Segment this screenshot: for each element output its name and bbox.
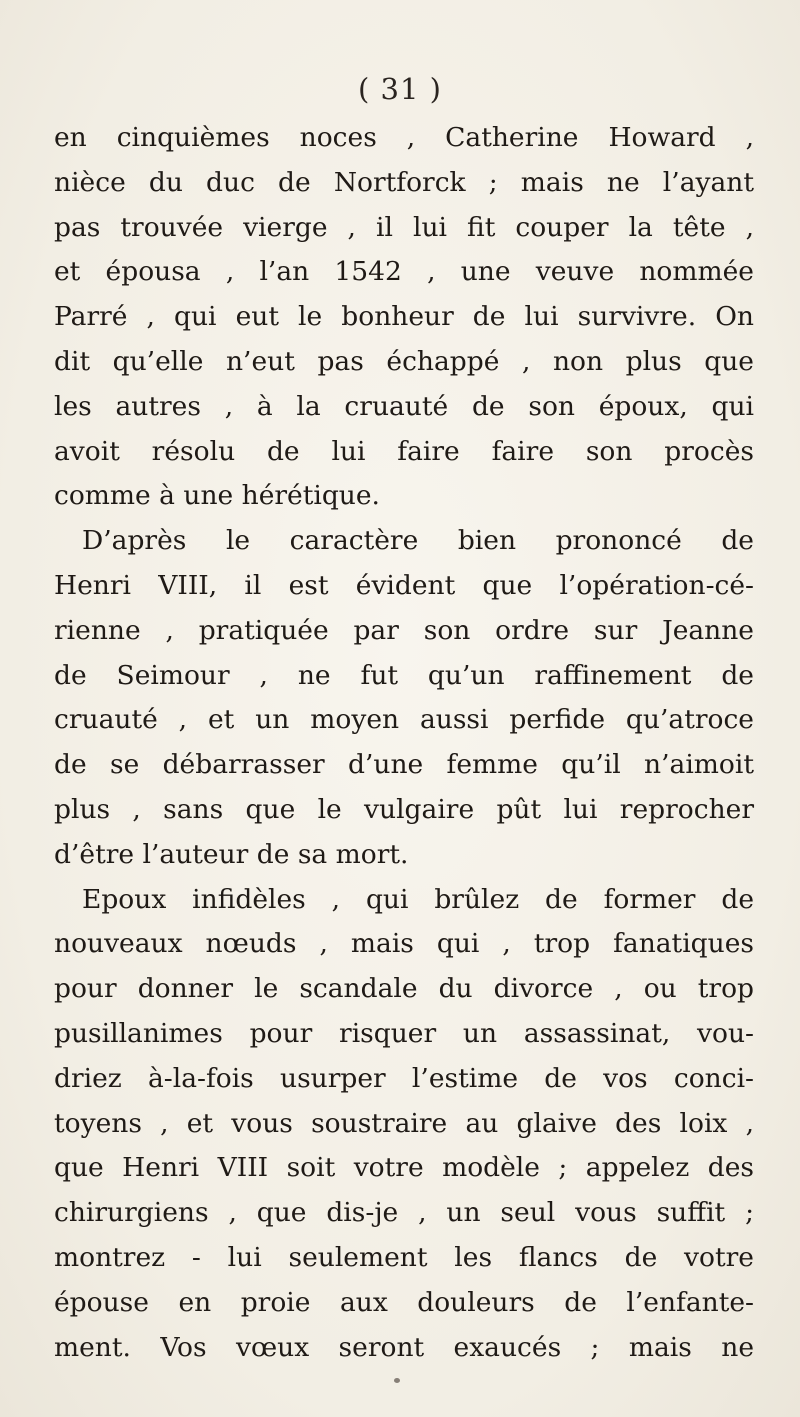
text-line: ment. Vos vœux seront exaucés ; mais ne [54, 1331, 754, 1363]
text-line: nièce du duc de Nortforck ; mais ne l’ayant [54, 166, 754, 198]
paragraph-end-line: d’être l’auteur de sa mort. [54, 838, 409, 870]
text-line: les autres , à la cruauté de son époux, qui [54, 390, 754, 422]
text-line: Henri VIII, il est évident que l’opération-cé- [54, 569, 754, 601]
paragraph-start-line: D’après le caractère bien prononcé de [82, 525, 754, 557]
text-line: montrez - lui seulement les flancs de votre [54, 1241, 754, 1273]
text-line: de se débarrasser d’une femme qu’il n’aimoit [54, 749, 754, 781]
paragraph-start-line: Epoux infidèles , qui brûlez de former de [82, 883, 754, 915]
text-line: toyens , et vous soustraire au glaive des loix , [54, 1107, 754, 1139]
text-line: chirurgiens , que dis-je , un seul vous suffit ; [54, 1197, 754, 1229]
text-line: de Seimour , ne fut qu’un raffinement de [54, 659, 754, 691]
text-line: pusillanimes pour risquer un assassinat, vou- [54, 1017, 754, 1049]
text-line: et épousa , l’an 1542 , une veuve nommée [54, 256, 754, 288]
paragraph-end-line: comme à une hérétique. [54, 480, 380, 512]
page-number: ( 31 ) [358, 72, 442, 106]
text-line: nouveaux nœuds , mais qui , trop fanatiques [54, 928, 754, 960]
text-line: en cinquièmes noces , Catherine Howard , [54, 122, 754, 153]
text-line: plus , sans que le vulgaire pût lui reprocher [54, 793, 754, 825]
text-line: Parré , qui eut le bonheur de lui survivre. On [54, 301, 754, 333]
text-line: pour donner le scandale du divorce , ou trop [54, 973, 754, 1005]
text-line: rienne , pratiquée par son ordre sur Jeanne [54, 614, 754, 646]
text-line: driez à-la-fois usurper l’estime de vos conci- [54, 1062, 754, 1094]
text-line: pas trouvée vierge , il lui fit couper la tête , [54, 211, 754, 243]
text-line: dit qu’elle n’eut pas échappé , non plus que [54, 345, 754, 377]
text-line: que Henri VIII soit votre modèle ; appelez des [54, 1152, 754, 1184]
text-line: avoit résolu de lui faire faire son procès [54, 435, 754, 467]
body-text [54, 116, 754, 1370]
text-line: épouse en proie aux douleurs de l’enfante- [54, 1286, 754, 1318]
text-line: cruauté , et un moyen aussi perfide qu’atroce [54, 704, 754, 736]
ink-speck [394, 1378, 400, 1383]
